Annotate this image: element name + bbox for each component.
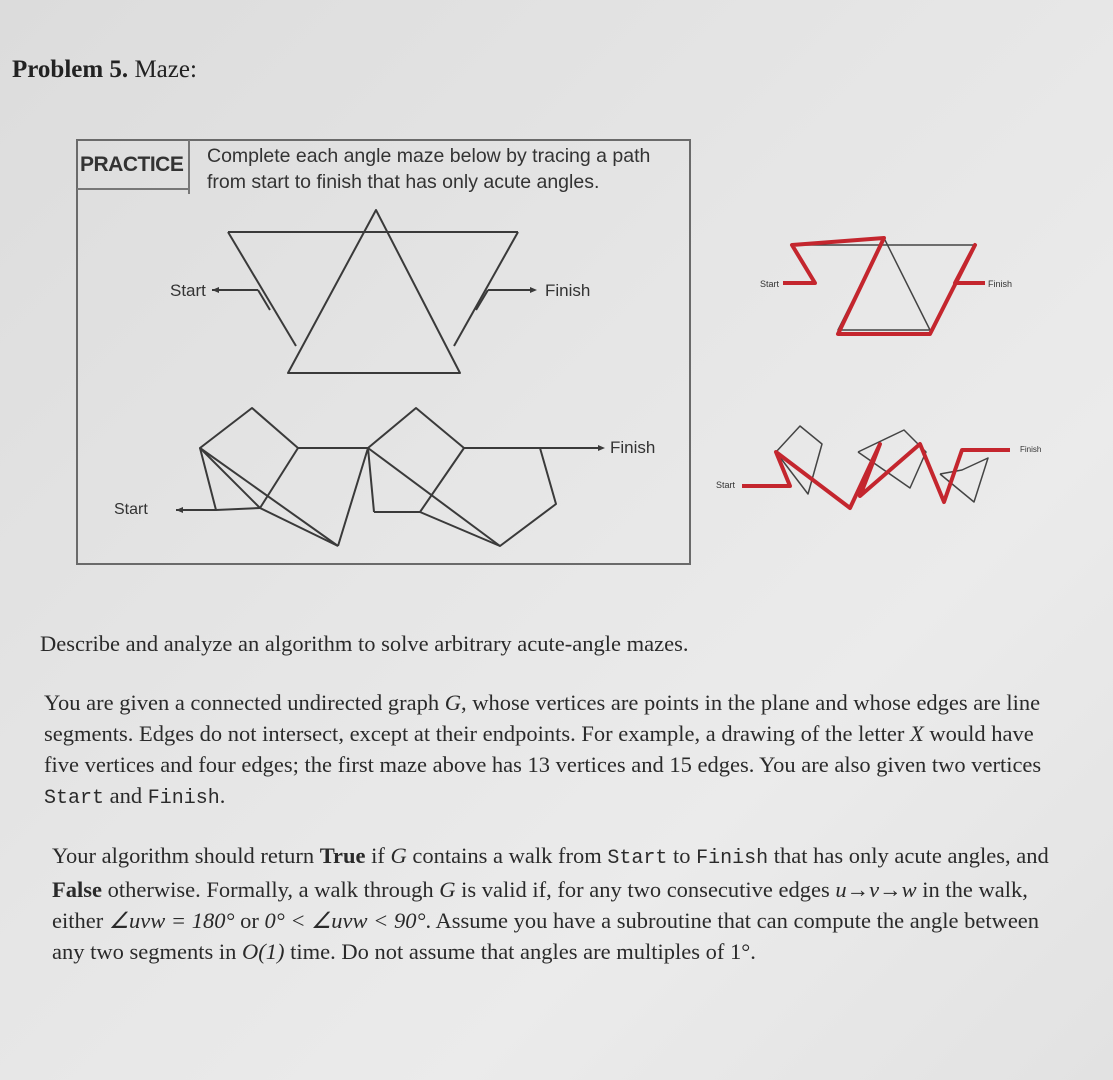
p1-start-code: Start <box>44 787 105 810</box>
p2-start-code: Start <box>607 847 668 870</box>
p2-condition-1: ∠uvw = 180° <box>108 908 235 933</box>
p2-text-i: . Assume you have a subroutine that can compute the angle between any two segments in <box>52 908 1040 964</box>
problem-label: Problem 5. <box>12 56 129 83</box>
p2-graph-symbol: G <box>390 843 407 868</box>
p2-text-a: Your algorithm should return <box>52 843 320 868</box>
p2-condition-2: 0° < ∠uvw < 90° <box>264 908 426 933</box>
p1-finish-code: Finish <box>147 787 220 810</box>
intro-text: Describe and analyze an algorithm to solve arbitrary acute-angle mazes. <box>40 631 689 656</box>
solved1-finish-label: Finish <box>988 279 1013 289</box>
p1-text-a: You are given a connected undirected graph <box>44 690 445 715</box>
p2-text-e: that has only acute angles, and <box>768 843 1049 868</box>
p2-false-keyword: False <box>52 877 102 902</box>
maze1-start-label: Start <box>170 281 206 300</box>
p2-text-or: or <box>234 908 265 933</box>
p2-text-b: if <box>365 843 391 868</box>
maze-1-diagram <box>212 210 532 373</box>
paragraph-2 <box>52 840 1052 967</box>
p1-graph-symbol: G <box>444 690 461 715</box>
p2-text-d: to <box>667 843 697 868</box>
p2-text-g: is valid if, for any two consecutive edges <box>455 877 836 902</box>
p1-text-c: would have five vertices and four edges; the first maze above has 13 vertices and 15 edges. You are also given two vertices <box>44 721 1042 777</box>
p1-text-and: and <box>104 783 148 808</box>
p2-text-c: contains a walk from <box>406 843 608 868</box>
p2-text-h: in the walk, either <box>52 877 1028 933</box>
p1-text-b: , whose vertices are points in the plane and whose edges are line segments. Edges do not intersect, except at their endpoints. For example, a drawing of the letter <box>44 690 1041 746</box>
p1-letter-x: X <box>910 721 924 746</box>
maze-2-diagram <box>176 408 600 546</box>
practice-tag: PRACTICE <box>80 153 184 176</box>
p2-walk-expression: u→v→w <box>835 877 917 902</box>
p1-text-end: . <box>219 783 226 808</box>
p2-text-f: otherwise. Formally, a walk through <box>102 877 440 902</box>
maze-1-solved <box>783 238 985 334</box>
p2-true-keyword: True <box>319 843 366 868</box>
p2-graph-symbol-2: G <box>439 877 456 902</box>
maze2-start-label: Start <box>114 501 148 518</box>
solved1-start-label: Start <box>760 279 780 289</box>
problem-title: Maze: <box>134 56 197 83</box>
p2-text-j: time. Do not assume that angles are multiples of 1°. <box>284 939 756 964</box>
maze-2-solved <box>742 426 1010 508</box>
paragraph-1 <box>44 687 1056 814</box>
p2-big-o: O(1) <box>241 939 285 964</box>
solved2-finish-label: Finish <box>1020 445 1042 454</box>
practice-instructions: Complete each angle maze below by tracing a path from start to finish that has only acute angles. <box>207 145 651 193</box>
maze2-finish-label: Finish <box>610 438 656 457</box>
maze1-finish-label: Finish <box>545 281 591 300</box>
solved2-start-label: Start <box>716 480 736 490</box>
p2-finish-code: Finish <box>696 847 769 870</box>
